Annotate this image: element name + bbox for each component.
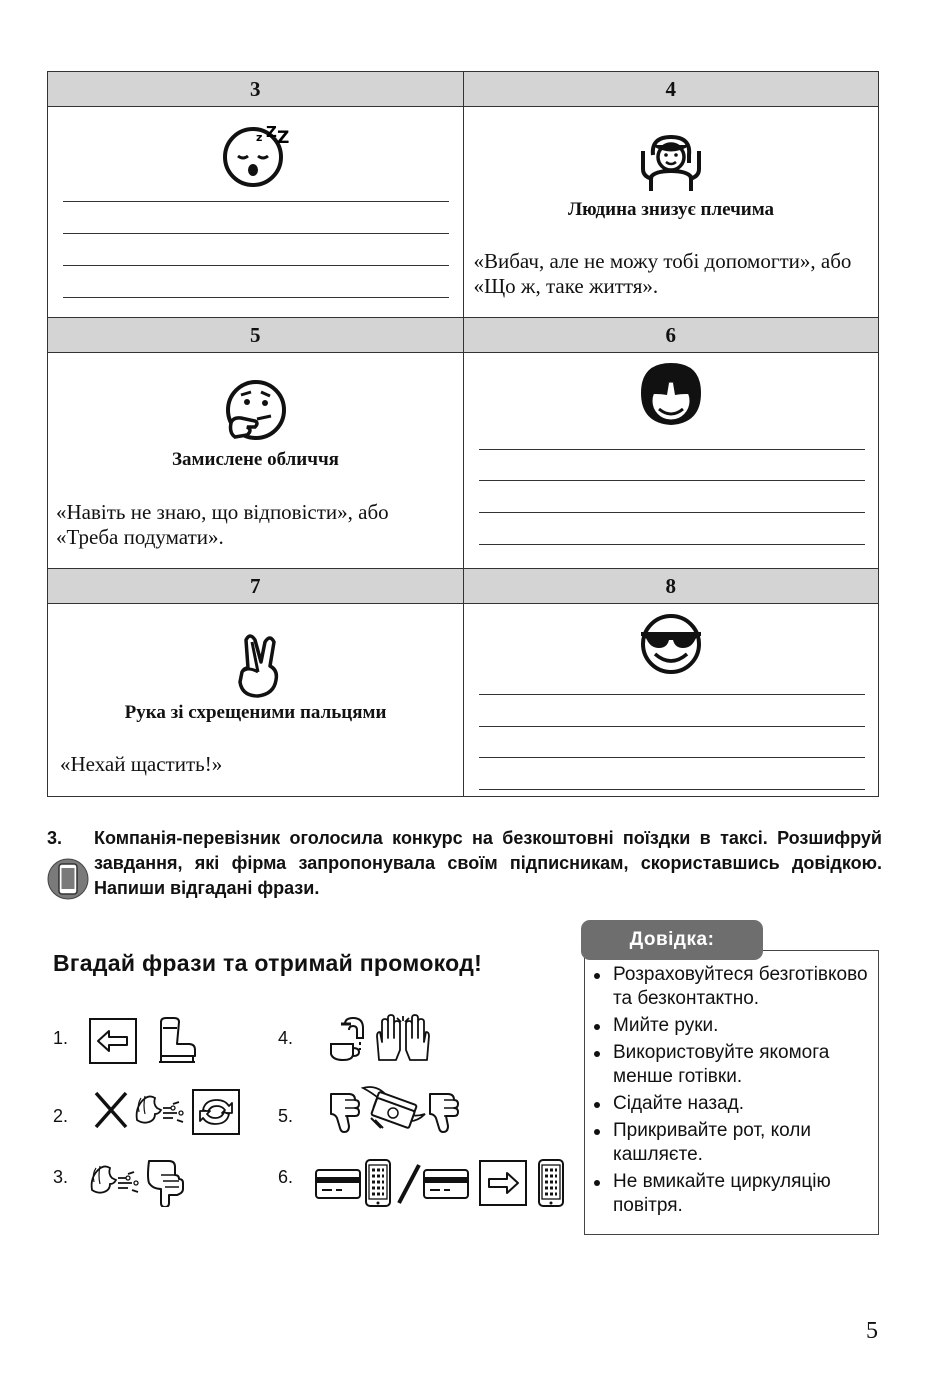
- see-no-evil-face-icon: [635, 359, 707, 429]
- svg-text:z: z: [255, 131, 262, 144]
- thumbs-down-icon: [327, 1090, 361, 1134]
- faucet-icon: [327, 1016, 367, 1062]
- puzzle-label-5: 5.: [278, 1106, 294, 1126]
- thumbs-down-icon: [426, 1090, 460, 1134]
- cell-5: [48, 353, 464, 569]
- answer-line[interactable]: [479, 544, 865, 545]
- cell-4: [463, 107, 879, 318]
- answer-line[interactable]: [479, 789, 865, 790]
- emoji-caption: Замислене обличчя: [172, 449, 339, 470]
- phone-icon: [537, 1158, 565, 1208]
- puzzle-label-6: 6.: [278, 1167, 294, 1187]
- answer-line[interactable]: [63, 233, 449, 234]
- cell-header-7: 7: [48, 569, 464, 604]
- cell-header-6: 6: [463, 318, 879, 353]
- sunglasses-face-icon: [637, 612, 705, 676]
- cell-header-8: 8: [463, 569, 879, 604]
- cell-3: [48, 107, 464, 318]
- credit-card-icon: [422, 1168, 470, 1200]
- crossed-fingers-icon: [232, 630, 280, 698]
- cell-7: [48, 604, 464, 797]
- list-item: Використовуйте якомога менше готівки.: [590, 1041, 880, 1089]
- list-item: Мийте руки.: [590, 1014, 880, 1038]
- list-item: Не вмикайте циркуляцію повітря.: [590, 1170, 880, 1218]
- list-item: Прикривайте рот, коли кашляєте.: [590, 1119, 880, 1167]
- emoji-caption: Людина знизує плечима: [567, 199, 775, 220]
- cell-header-4: 4: [463, 72, 879, 107]
- phone-icon: [364, 1158, 392, 1208]
- blowing-face-icon: [88, 1160, 140, 1200]
- game-title: Вгадай фрази та отримай промокод!: [53, 950, 483, 976]
- reference-list: [590, 963, 880, 1221]
- puzzle-label-2: 2.: [53, 1106, 69, 1126]
- task-number: 3.: [47, 828, 63, 848]
- cross-icon: [93, 1090, 129, 1130]
- answer-line[interactable]: [479, 449, 865, 450]
- answer-line[interactable]: [479, 726, 865, 727]
- puzzle-label-3: 3.: [53, 1167, 69, 1187]
- sleeping-face-icon: [220, 119, 292, 187]
- clean-hands-icon: [373, 1014, 433, 1062]
- emoji-table: [47, 71, 879, 797]
- cell-6: [463, 353, 879, 569]
- emoji-quote: «Вибач, але не можу тобі допомогти», або «Що ж, таке життя».: [473, 249, 852, 298]
- emoji-caption: Рука зі схрещеними пальцями: [124, 702, 387, 723]
- answer-line[interactable]: [479, 512, 865, 513]
- answer-line[interactable]: [63, 265, 449, 266]
- thinking-face-icon: [223, 379, 289, 443]
- recirculation-icon: [191, 1088, 241, 1136]
- answer-line[interactable]: [479, 480, 865, 481]
- smartphone-icon: [47, 858, 89, 900]
- list-item: Сідайте назад.: [590, 1092, 880, 1116]
- puzzle-label-4: 4.: [278, 1028, 294, 1048]
- answer-line[interactable]: [63, 297, 449, 298]
- pointing-down-hand-icon: [143, 1157, 187, 1207]
- puzzle-label-1: 1.: [53, 1028, 69, 1048]
- blowing-face-icon: [133, 1090, 185, 1130]
- car-seat-icon: [155, 1016, 199, 1066]
- list-item: Розраховуйтеся безготівково та безконтактно.: [590, 963, 880, 1011]
- svg-text:Z: Z: [265, 123, 277, 141]
- answer-line[interactable]: [479, 694, 865, 695]
- credit-card-icon: [314, 1168, 362, 1200]
- emoji-quote: «Нехай щастить!»: [60, 752, 223, 776]
- cell-header-3: 3: [48, 72, 464, 107]
- cell-header-5: 5: [48, 318, 464, 353]
- page-number: 5: [866, 1318, 878, 1344]
- svg-text:Z: Z: [276, 128, 289, 148]
- task-text: Компанія-перевізник оголосила конкурс на безкоштовні поїздки в таксі. Розшифруй завдання, які фірма запропонувала своїм підписникам, скориставшись довідкою. Напиши відгадані фрази.: [94, 828, 882, 898]
- arrow-left-box-icon: [88, 1017, 138, 1065]
- answer-line[interactable]: [479, 757, 865, 758]
- emoji-quote: «Навіть не знаю, що відповісти», або «Треба подумати».: [56, 500, 389, 549]
- slash-icon: [395, 1162, 423, 1206]
- person-shrugging-icon: [639, 133, 703, 193]
- reference-title: Довідка:: [581, 920, 763, 960]
- cell-8: [463, 604, 879, 797]
- flying-money-icon: [361, 1082, 427, 1136]
- arrow-right-box-icon: [478, 1159, 528, 1207]
- answer-line[interactable]: [63, 201, 449, 202]
